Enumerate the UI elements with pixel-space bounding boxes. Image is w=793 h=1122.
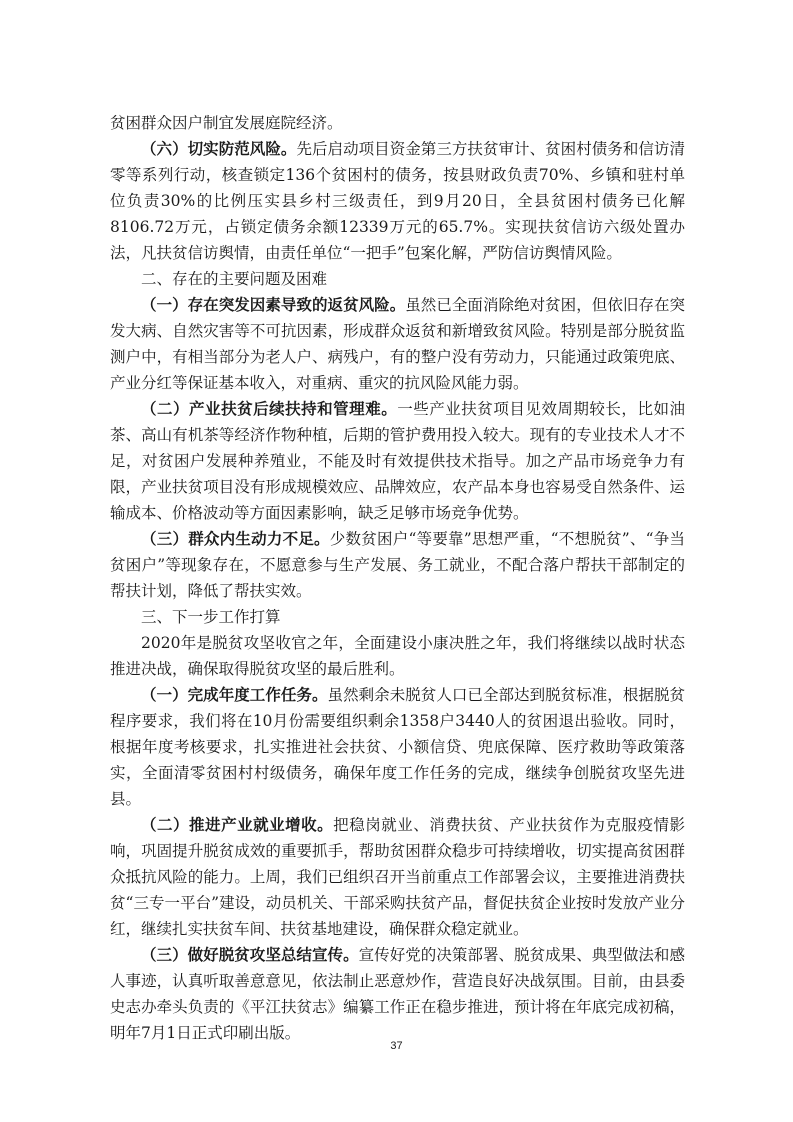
section-heading-next-steps: 三、下一步工作打算	[141, 608, 281, 626]
paragraph-lead: （一）完成年度工作任务。	[141, 686, 328, 704]
paragraph-lead: （六）切实防范风险。	[141, 140, 297, 158]
section-heading-problems: 二、存在的主要问题及困难	[141, 270, 328, 288]
paragraph-industry-employment	[110, 812, 685, 942]
paragraph-continuation	[110, 110, 685, 136]
paragraph-text: 一些产业扶贫项目见效周期较长，比如油茶、高山有机茶等经济作物种植，后期的管护费用投入较大。现有的专业技术人才不足，对贫困户发展种养殖业，不能及时有效提供技术指导。加之产品市场竞争力有限，产业扶贫项目没有形成规模效应、品牌效应，农产品本身也容易受自然条件、运输成本、价格波动等方面因素影响，缺乏足够市场竞争优势。	[110, 400, 685, 522]
paragraph-text: 虽然已全面消除绝对贫困，但依旧存在突发大病、自然灾害等不可抗因素，形成群众返贫和新增致贫风险。特别是部分脱贫监测户中，有相当部分为老人户、病残户，有的整户没有劳动力，只能通过政策兜底、产业分红等保证基本收入，对重病、重灾的抗风险风能力弱。	[110, 296, 685, 392]
paragraph-industry-support	[110, 396, 685, 526]
paragraph-text: 贫困群众因户制宜发展庭院经济。	[110, 114, 343, 132]
paragraph-text: 虽然剩余未脱贫人口已全部达到脱贫标准，根据脱贫程序要求，我们将在10月份需要组织剩余1358户3440人的贫困退出验收。同时，根据年度考核要求，扎实推进社会扶贫、小额信贷、兜底保障、医疗救助等政策落实，全面清零贫困村村级债务，确保年度工作任务的完成，继续争创脱贫攻坚先进县。	[110, 686, 685, 808]
paragraph-lead: （三）群众内生动力不足。	[141, 530, 330, 548]
paragraph-text: 把稳岗就业、消费扶贫、产业扶贫作为克服疫情影响，巩固提升脱贫成效的重要抓手，帮助贫困群众稳步可持续增收，切实提高贫困群众抵抗风险的能力。上周，我们已组织召开当前重点工作部署会议，主要推进消费扶贫“三专一平台”建设，动员机关、干部采购扶贫产品，督促扶贫企业按时发放产业分红，继续扎实扶贫车间、扶贫基地建设，确保群众稳定就业。	[110, 816, 685, 938]
paragraph-text: 先后启动项目资金第三方扶贫审计、贫困村债务和信访清零等系列行动，核查锁定136个贫困村的债务，按县财政负责70%、乡镇和驻村单位负责30%的比例压实县乡村三级责任，到9月20日，全县贫困村债务已化解8106.72万元，占锁定债务余额12339万元的65.7%。实现扶贫信访六级处置办法，凡扶贫信访舆情，由责任单位“一把手”包案化解，严防信访舆情风险。	[110, 140, 685, 262]
paragraph-internal-motivation	[110, 526, 685, 604]
paragraph-lead: （一）存在突发因素导致的返贫风险。	[141, 296, 406, 314]
paragraph-text: 2020年是脱贫攻坚收官之年，全面建设小康决胜之年，我们将继续以战时状态推进决战，确保取得脱贫攻坚的最后胜利。	[110, 634, 685, 678]
paragraph-text: 宣传好党的决策部署、脱贫成果、典型做法和感人事迹，认真听取善意意见，依法制止恶意炒作，营造良好决战氛围。目前，由县委史志办牵头负责的《平江扶贫志》编纂工作正在稳步推进，预计将在年底完成初稿，明年7月1日正式印刷出版。	[110, 946, 685, 1042]
body-text	[110, 110, 685, 1046]
paragraph-risk-prevention	[110, 136, 685, 266]
paragraph-publicity	[110, 942, 685, 1046]
paragraph-intro-2020	[110, 630, 685, 682]
paragraph-annual-tasks	[110, 682, 685, 812]
paragraph-return-poverty-risk	[110, 292, 685, 396]
paragraph-lead: （二）产业扶贫后续扶持和管理难。	[141, 400, 398, 418]
paragraph-lead: （二）推进产业就业增收。	[141, 816, 334, 834]
page-number: 37	[390, 1040, 403, 1052]
paragraph-lead: （三）做好脱贫攻坚总结宣传。	[141, 946, 359, 964]
paragraph-text: 少数贫困户“等要靠”思想严重，“不想脱贫”、“争当贫困户”等现象存在，不愿意参与生产发展、务工就业，不配合落户帮扶干部制定的帮扶计划，降低了帮扶实效。	[110, 530, 685, 600]
